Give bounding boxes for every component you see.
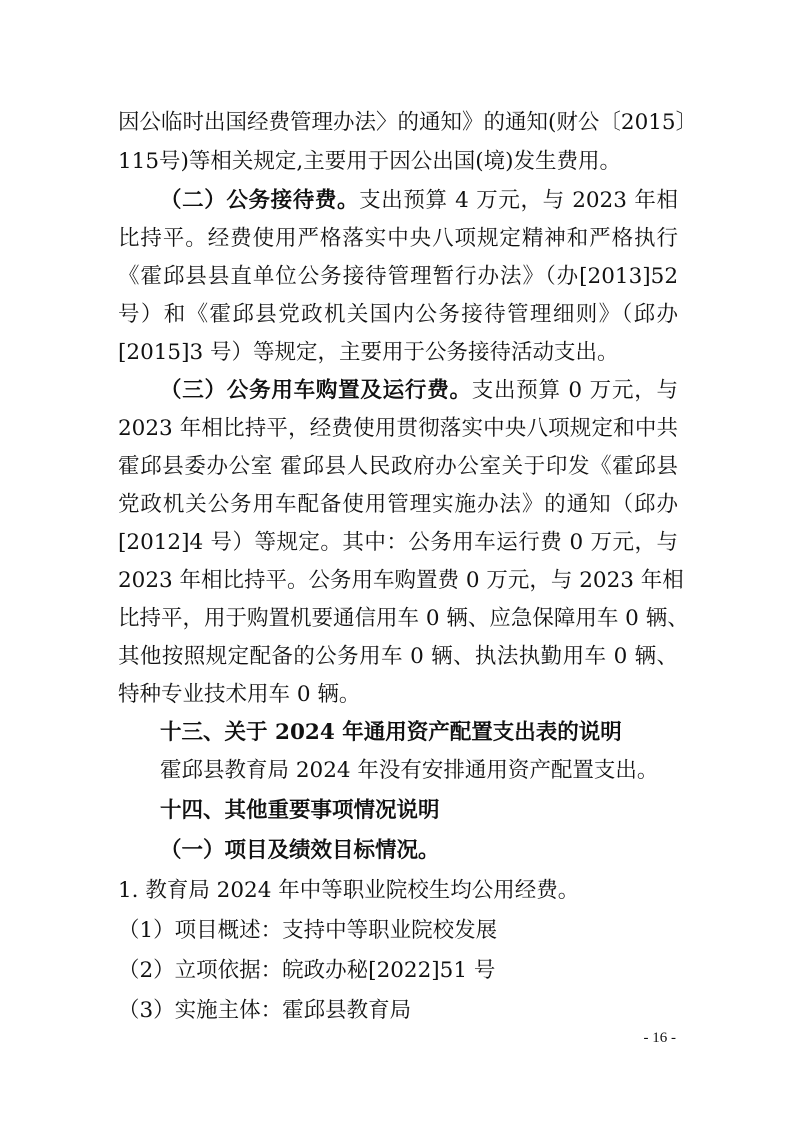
reception-line-4: 号）和《霍邱县党政机关国内公务接待管理细则》（邱办 [118,302,678,327]
vehicle-line-3: 霍邱县委办公室 霍邱县人民政府办公室关于印发《霍邱县 [118,454,678,479]
reception-heading: （二）公务接待费。 [160,188,360,213]
section14-subheading: （一）项目及绩效目标情况。 [160,838,440,863]
item-1-implementer: （3）实施主体：霍邱县教育局 [118,998,412,1023]
intro-line-2: 115号)等相关规定,主要用于因公出国(境)发生费用。 [118,149,622,174]
vehicle-line-2: 2023 年相比持平，经费使用贯彻落实中央八项规定和中共 [118,416,678,441]
vehicle-line-1 [160,376,678,406]
vehicle-line-8: 其他按照规定配备的公务用车 0 辆、执法执勤用车 0 辆、 [118,644,678,669]
reception-line-2: 比持平。经费使用严格落实中央八项规定精神和严格执行 [118,226,678,251]
reception-line-3: 《霍邱县县直单位公务接待管理暂行办法》（办[2013]52 [118,264,678,289]
vehicle-line-4: 党政机关公务用车配备使用管理实施办法》的通知（邱办 [118,492,678,517]
vehicle-line-5: [2012]4 号）等规定。其中：公务用车运行费 0 万元，与 [118,530,678,555]
item-1: 1. 教育局 2024 年中等职业院校生均公用经费。 [118,878,580,903]
reception-line-5: [2015]3 号）等规定，主要用于公务接待活动支出。 [118,340,619,365]
reception-line-1 [160,186,678,216]
vehicle-line-9: 特种专业技术用车 0 辆。 [118,682,361,707]
vehicle-line-1-text: 支出预算 0 万元，与 [471,378,678,403]
vehicle-line-6: 2023 年相比持平。公务用车购置费 0 万元，与 2023 年相 [118,568,684,593]
vehicle-line-7: 比持平，用于购置机要通信用车 0 辆、应急保障用车 0 辆、 [118,606,689,631]
section13-heading: 十三、关于 2024 年通用资产配置支出表的说明 [160,720,622,745]
section13-text: 霍邱县教育局 2024 年没有安排通用资产配置支出。 [160,758,659,783]
section14-heading: 十四、其他重要事项情况说明 [160,798,440,823]
intro-line-1: 因公临时出国经费管理办法〉的通知》的通知(财公〔2015〕 [118,110,698,135]
reception-line-1-text: 支出预算 4 万元，与 2023 年相 [359,188,678,213]
item-1-basis: （2）立项依据：皖政办秘[2022]51 号 [118,958,496,983]
page-number: - 16 - [643,1030,676,1046]
item-1-overview: （1）项目概述：支持中等职业院校发展 [118,918,498,943]
vehicle-heading: （三）公务用车购置及运行费。 [160,378,472,403]
